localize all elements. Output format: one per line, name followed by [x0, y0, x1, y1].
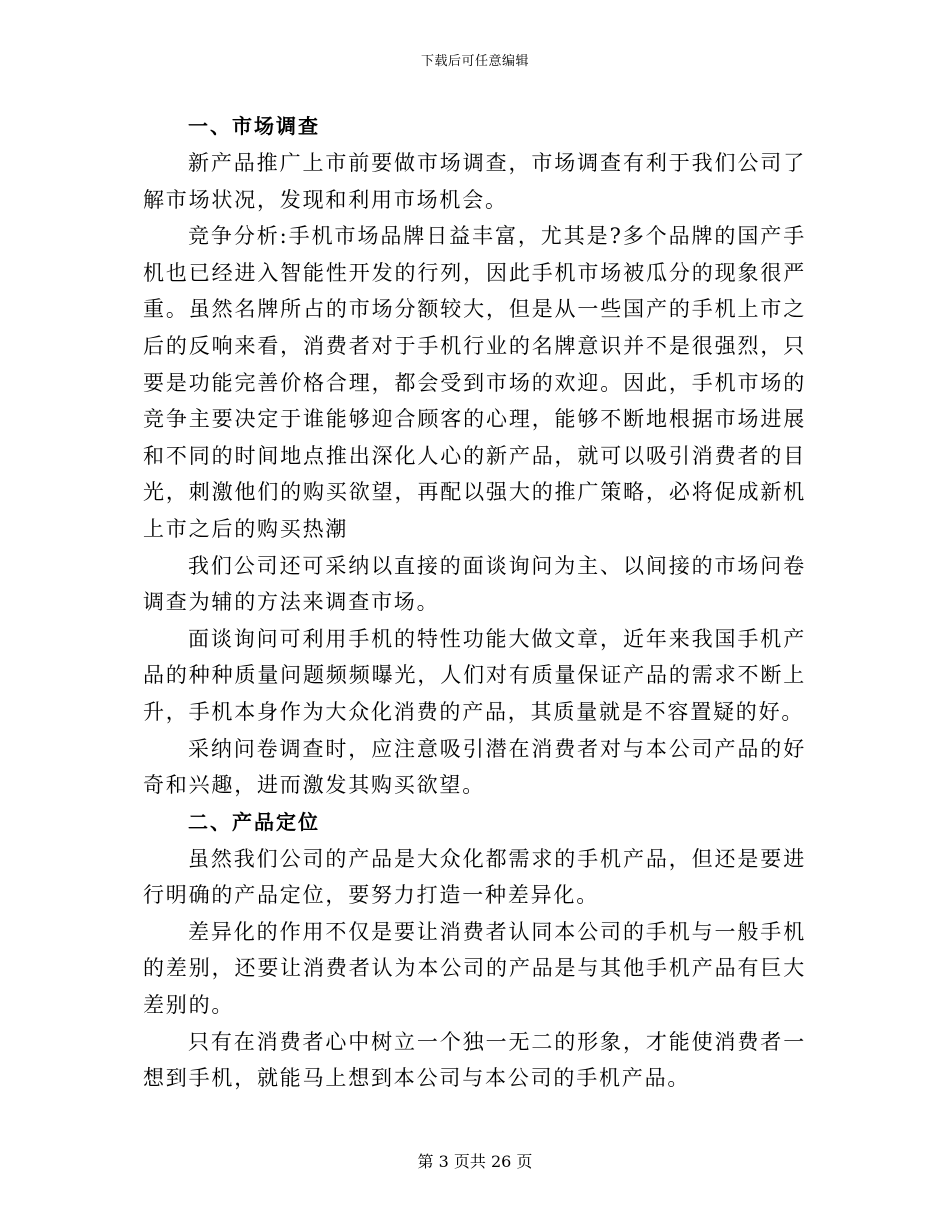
- document-body: [143, 108, 806, 1097]
- section-heading-product-positioning: 二、产品定位: [188, 809, 320, 834]
- page-header: 下载后可任意编辑: [420, 54, 529, 69]
- paragraph: 采纳问卷调查时，应注意吸引潜在消费者对与本公司产品的好奇和兴趣，进而激发其购买欲望。: [143, 736, 806, 798]
- paragraph: 虽然我们公司的产品是大众化都需求的手机产品，但还是要进行明确的产品定位，要努力打造一种差异化。: [143, 846, 806, 908]
- section-heading-market-research: 一、市场调查: [188, 114, 320, 138]
- paragraph: 我们公司还可采纳以直接的面谈询问为主、以间接的市场问卷调查为辅的方法来调查市场。: [143, 553, 806, 615]
- page-footer: 第 3 页共 26 页: [417, 1152, 533, 1171]
- paragraph: 只有在消费者心中树立一个独一无二的形象，才能使消费者一想到手机，就能马上想到本公司与本公司的手机产品。: [143, 1029, 806, 1091]
- paragraph: 竞争分析:手机市场品牌日益丰富，尤其是?多个品牌的国产手机也已经进入智能性开发的行列，因此手机市场被瓜分的现象很严重。虽然名牌所占的市场分额较大，但是从一些国产的手机上市之后的反响来看，消费者对于手机行业的名牌意识并不是很强烈，只要是功能完善价格合理，都会受到市场的欢迎。因此，手机市场的竞争主要决定于谁能够迎合顾客的心理，能够不断地根据市场进展和不同的时间地点推出深化人心的新产品，就可以吸引消费者的目光，刺激他们的购买欲望，再配以强大的推广策略，必将促成新机上市之后的购买热潮: [143, 224, 806, 541]
- paragraph: 面谈询问可利用手机的特性功能大做文章，近年来我国手机产品的种种质量问题频频曝光，人们对有质量保证产品的需求不断上升，手机本身作为大众化消费的产品，其质量就是不容置疑的好。: [143, 626, 806, 724]
- paragraph: 新产品推广上市前要做市场调查，市场调查有利于我们公司了解市场状况，发现和利用市场机会。: [143, 151, 806, 212]
- paragraph: 差异化的作用不仅是要让消费者认同本公司的手机与一般手机的差别，还要让消费者认为本公司的产品是与其他手机产品有巨大差别的。: [143, 919, 806, 1018]
